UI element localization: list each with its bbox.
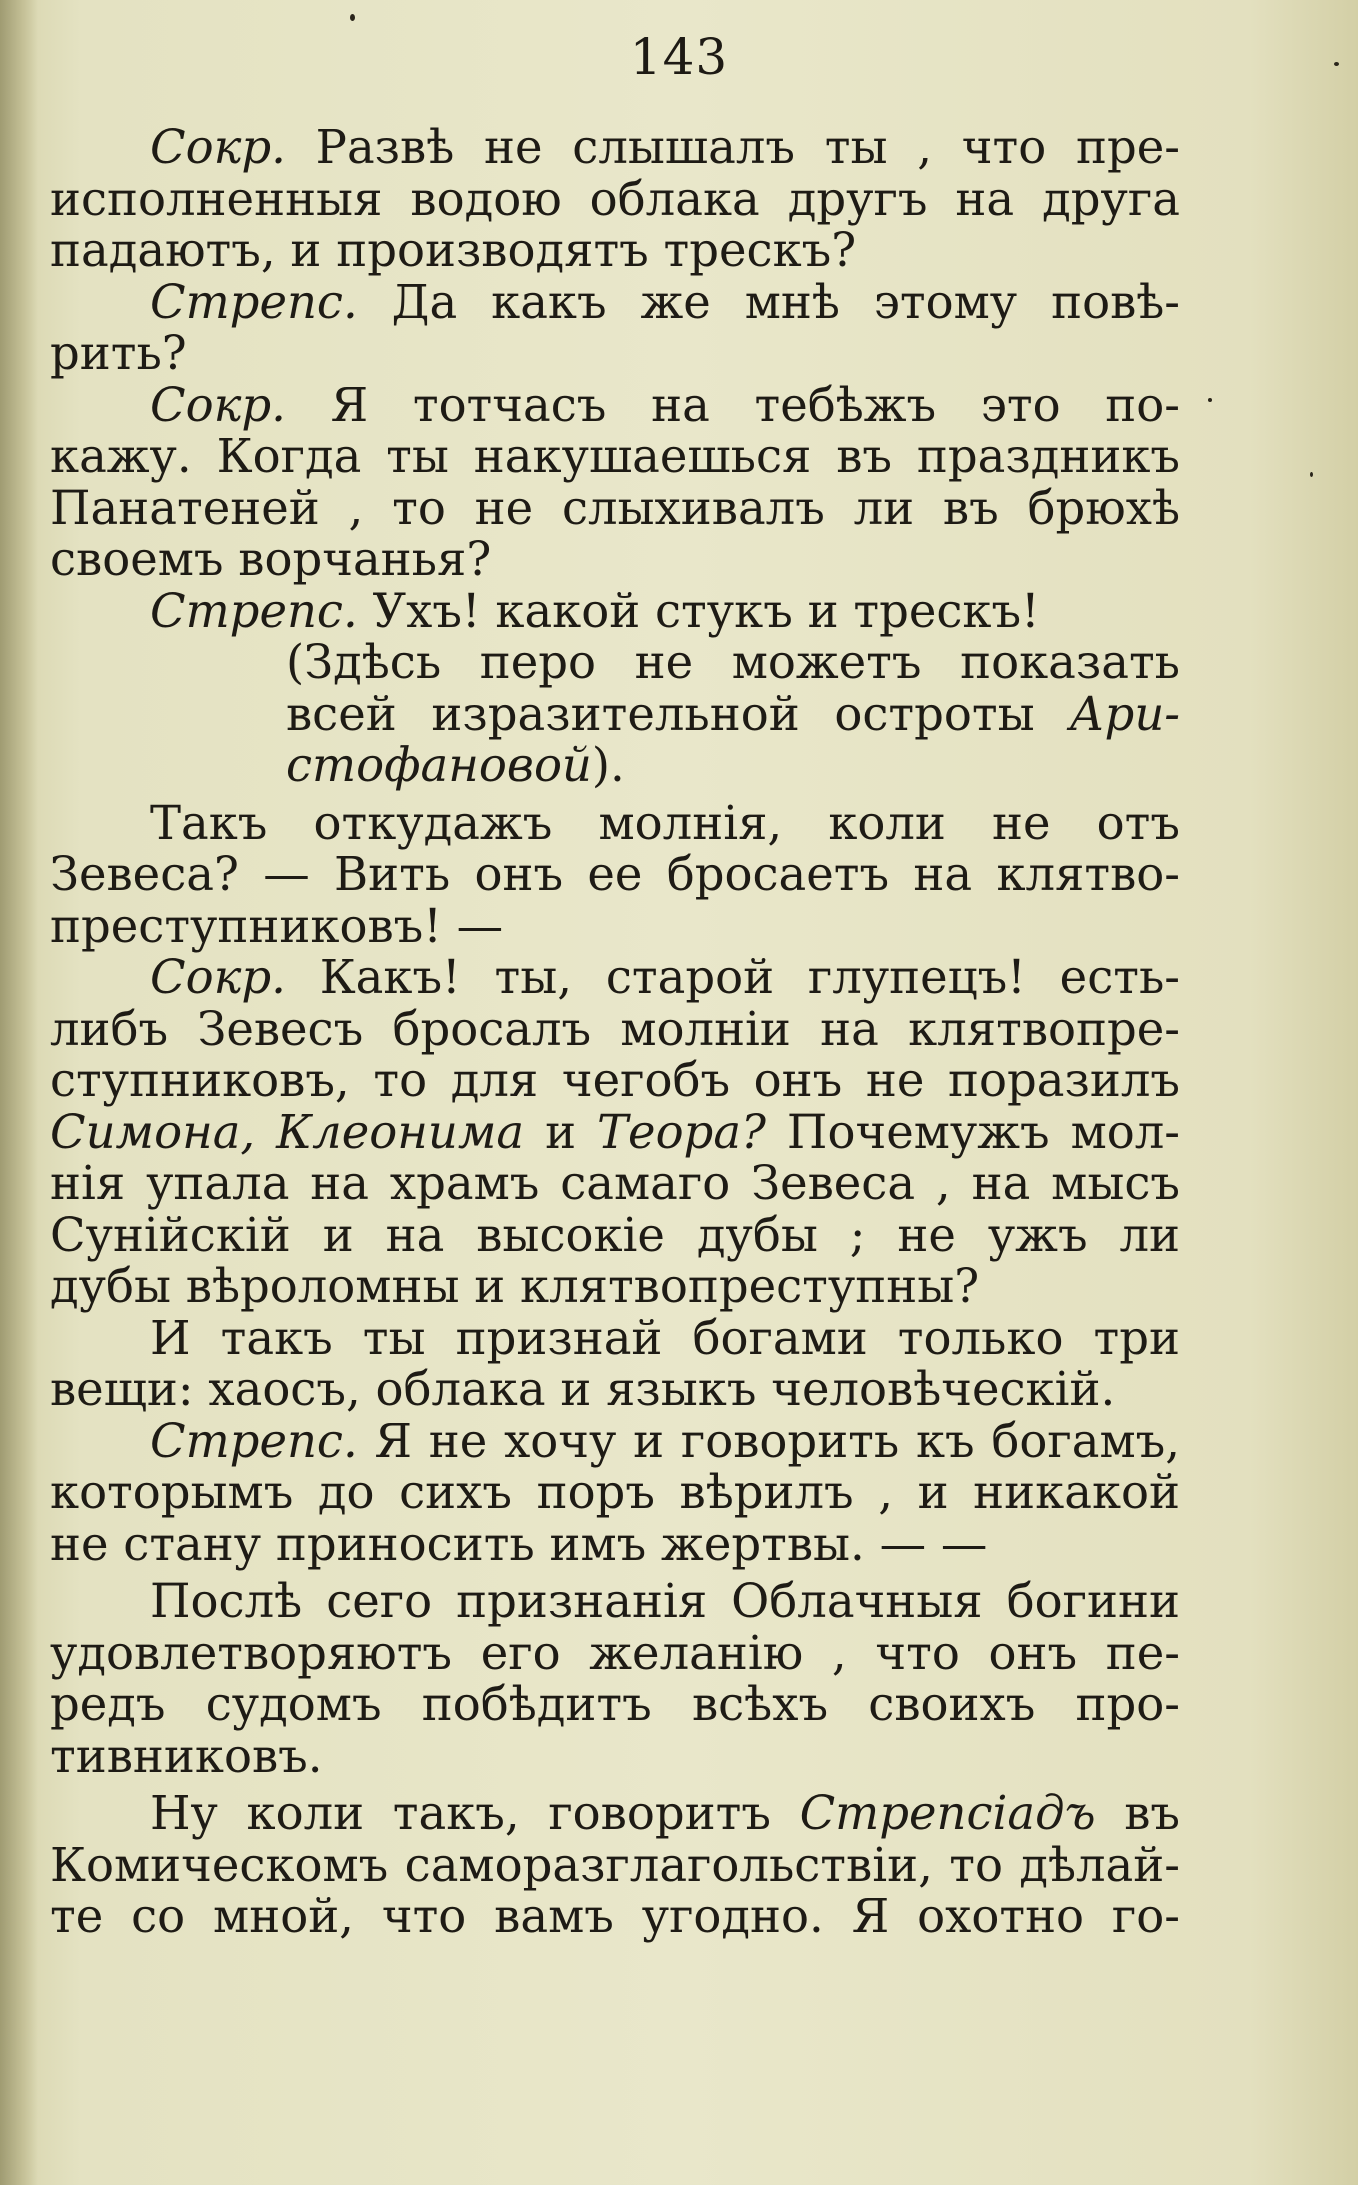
text-run: И такъ ты признай богами только три xyxy=(150,1310,1180,1365)
text-run: редъ судомъ побѣдитъ всѣхъ своихъ про- xyxy=(50,1677,1180,1731)
text-line xyxy=(50,1104,1180,1159)
text-line xyxy=(50,637,1180,689)
text-line xyxy=(50,225,1180,277)
italic-text: Сокр. xyxy=(150,377,286,432)
italic-text: Теора? xyxy=(597,1104,766,1159)
text-line xyxy=(50,274,1180,329)
text-line xyxy=(50,328,1180,380)
text-line xyxy=(50,1516,1180,1571)
text-line xyxy=(50,583,1180,638)
text-run: Да какъ же мнѣ этому повѣ- xyxy=(357,274,1180,329)
text-line xyxy=(50,1001,1180,1056)
text-run: удовлетворяютъ его желанію , что онъ пе- xyxy=(50,1625,1180,1680)
text-run: Я тотчасъ на тебѣжъ это по- xyxy=(285,377,1180,432)
page-number: 143 xyxy=(629,28,729,86)
text-line xyxy=(50,122,1180,174)
text-run: ). xyxy=(591,738,625,792)
text-line xyxy=(50,740,1180,792)
text-line xyxy=(50,431,1180,483)
text-run: и xyxy=(524,1104,598,1159)
text-line xyxy=(50,1364,1180,1416)
text-line xyxy=(50,952,1180,1004)
text-run: исполненныя водою облака другъ на друга xyxy=(50,171,1180,226)
text-run: Развѣ не слышалъ ты , что пре- xyxy=(285,120,1180,174)
text-line xyxy=(50,1261,1180,1313)
text-run: Послѣ сего признанія Облачныя богини xyxy=(150,1574,1180,1628)
italic-text: Стрепс. xyxy=(150,1413,358,1468)
binding-gutter-shadow xyxy=(0,0,38,2185)
text-line xyxy=(50,1625,1180,1680)
text-run: не стану приносить имъ жертвы. — — xyxy=(50,1516,988,1571)
ink-speck xyxy=(1208,398,1212,402)
text-run: падаютъ, и производятъ трескъ? xyxy=(50,223,857,277)
text-run: (Здѣсь перо не можетъ показать xyxy=(286,635,1180,689)
italic-text: Стрепс. xyxy=(150,583,358,638)
italic-text: Стрепс. xyxy=(150,274,358,329)
text-line xyxy=(50,1467,1180,1519)
text-run: Сунійскій и на высокіе дубы ; не ужъ ли xyxy=(50,1207,1180,1262)
body-text xyxy=(50,122,1180,1943)
text-run: Комическомъ саморазглагольствіи, то дѣлай- xyxy=(50,1837,1180,1892)
ink-speck xyxy=(1310,472,1313,477)
text-run: вещи: хаосъ, облака и языкъ человѣческій. xyxy=(50,1362,1116,1416)
text-line xyxy=(50,171,1180,226)
text-line xyxy=(50,795,1180,850)
text-run: кажу. Когда ты накушаешься въ праздникъ xyxy=(50,429,1180,483)
text-line xyxy=(50,1837,1180,1892)
ink-speck xyxy=(350,14,355,21)
text-line xyxy=(50,1576,1180,1628)
text-run: тивниковъ. xyxy=(50,1728,323,1783)
italic-text: Сокр. xyxy=(150,120,286,174)
text-line xyxy=(50,1158,1180,1210)
text-run: Зевеса? — Вить онъ ее бросаетъ на клятво- xyxy=(50,847,1180,901)
text-run: Ну коли такъ, говоритъ xyxy=(150,1786,800,1840)
text-line xyxy=(50,1055,1180,1107)
text-run: Какъ! ты, старой глупецъ! есть- xyxy=(285,950,1180,1004)
text-line xyxy=(50,1413,1180,1468)
text-line xyxy=(50,686,1180,741)
text-run: Ухъ! какой стукъ и трескъ! xyxy=(357,583,1040,638)
text-line xyxy=(50,1788,1180,1840)
text-line xyxy=(50,1728,1180,1783)
text-run: своемъ ворчанья? xyxy=(50,532,492,586)
text-run: Такъ откудажъ молнія, коли не отъ xyxy=(150,795,1180,850)
italic-text: Сокр. xyxy=(150,950,286,1004)
text-run: ступниковъ, то для чегобъ онъ не поразилъ xyxy=(50,1053,1180,1107)
text-run: Я не хочу и говорить къ богамъ, xyxy=(357,1413,1180,1468)
text-line xyxy=(50,534,1180,586)
text-line xyxy=(50,1310,1180,1365)
text-line xyxy=(50,480,1180,535)
ink-speck xyxy=(1334,62,1339,66)
text-line xyxy=(50,898,1180,953)
text-run: либъ Зевесъ бросалъ молніи на клятвопре- xyxy=(50,1001,1180,1056)
text-run: преступниковъ! — xyxy=(50,898,504,953)
text-run: Панатеней , то не слыхивалъ ли въ брюхѣ xyxy=(50,480,1180,535)
italic-text: Симона, Клеонима xyxy=(50,1104,525,1159)
text-line xyxy=(50,377,1180,432)
text-run: те со мной, что вамъ угодно. Я охотно го- xyxy=(50,1889,1180,1943)
italic-text: Ари- xyxy=(1069,686,1180,741)
text-run: въ xyxy=(1095,1786,1181,1840)
text-run: всей изразительной остроты xyxy=(286,686,1070,741)
text-line xyxy=(50,1891,1180,1943)
italic-text: Стрепсіадъ xyxy=(799,1786,1096,1840)
text-line xyxy=(50,1207,1180,1262)
text-run: нія упала на храмъ самаго Зевеса , на мысъ xyxy=(50,1156,1180,1210)
italic-text: стофановой xyxy=(286,738,592,792)
text-line xyxy=(50,1679,1180,1731)
text-run: дубы вѣроломны и клятвопреступны? xyxy=(50,1259,980,1313)
text-run: рить? xyxy=(50,326,187,380)
text-run: Почемужъ мол- xyxy=(765,1104,1180,1159)
text-run: которымъ до сихъ поръ вѣрилъ , и никакой xyxy=(50,1465,1180,1519)
text-line xyxy=(50,849,1180,901)
